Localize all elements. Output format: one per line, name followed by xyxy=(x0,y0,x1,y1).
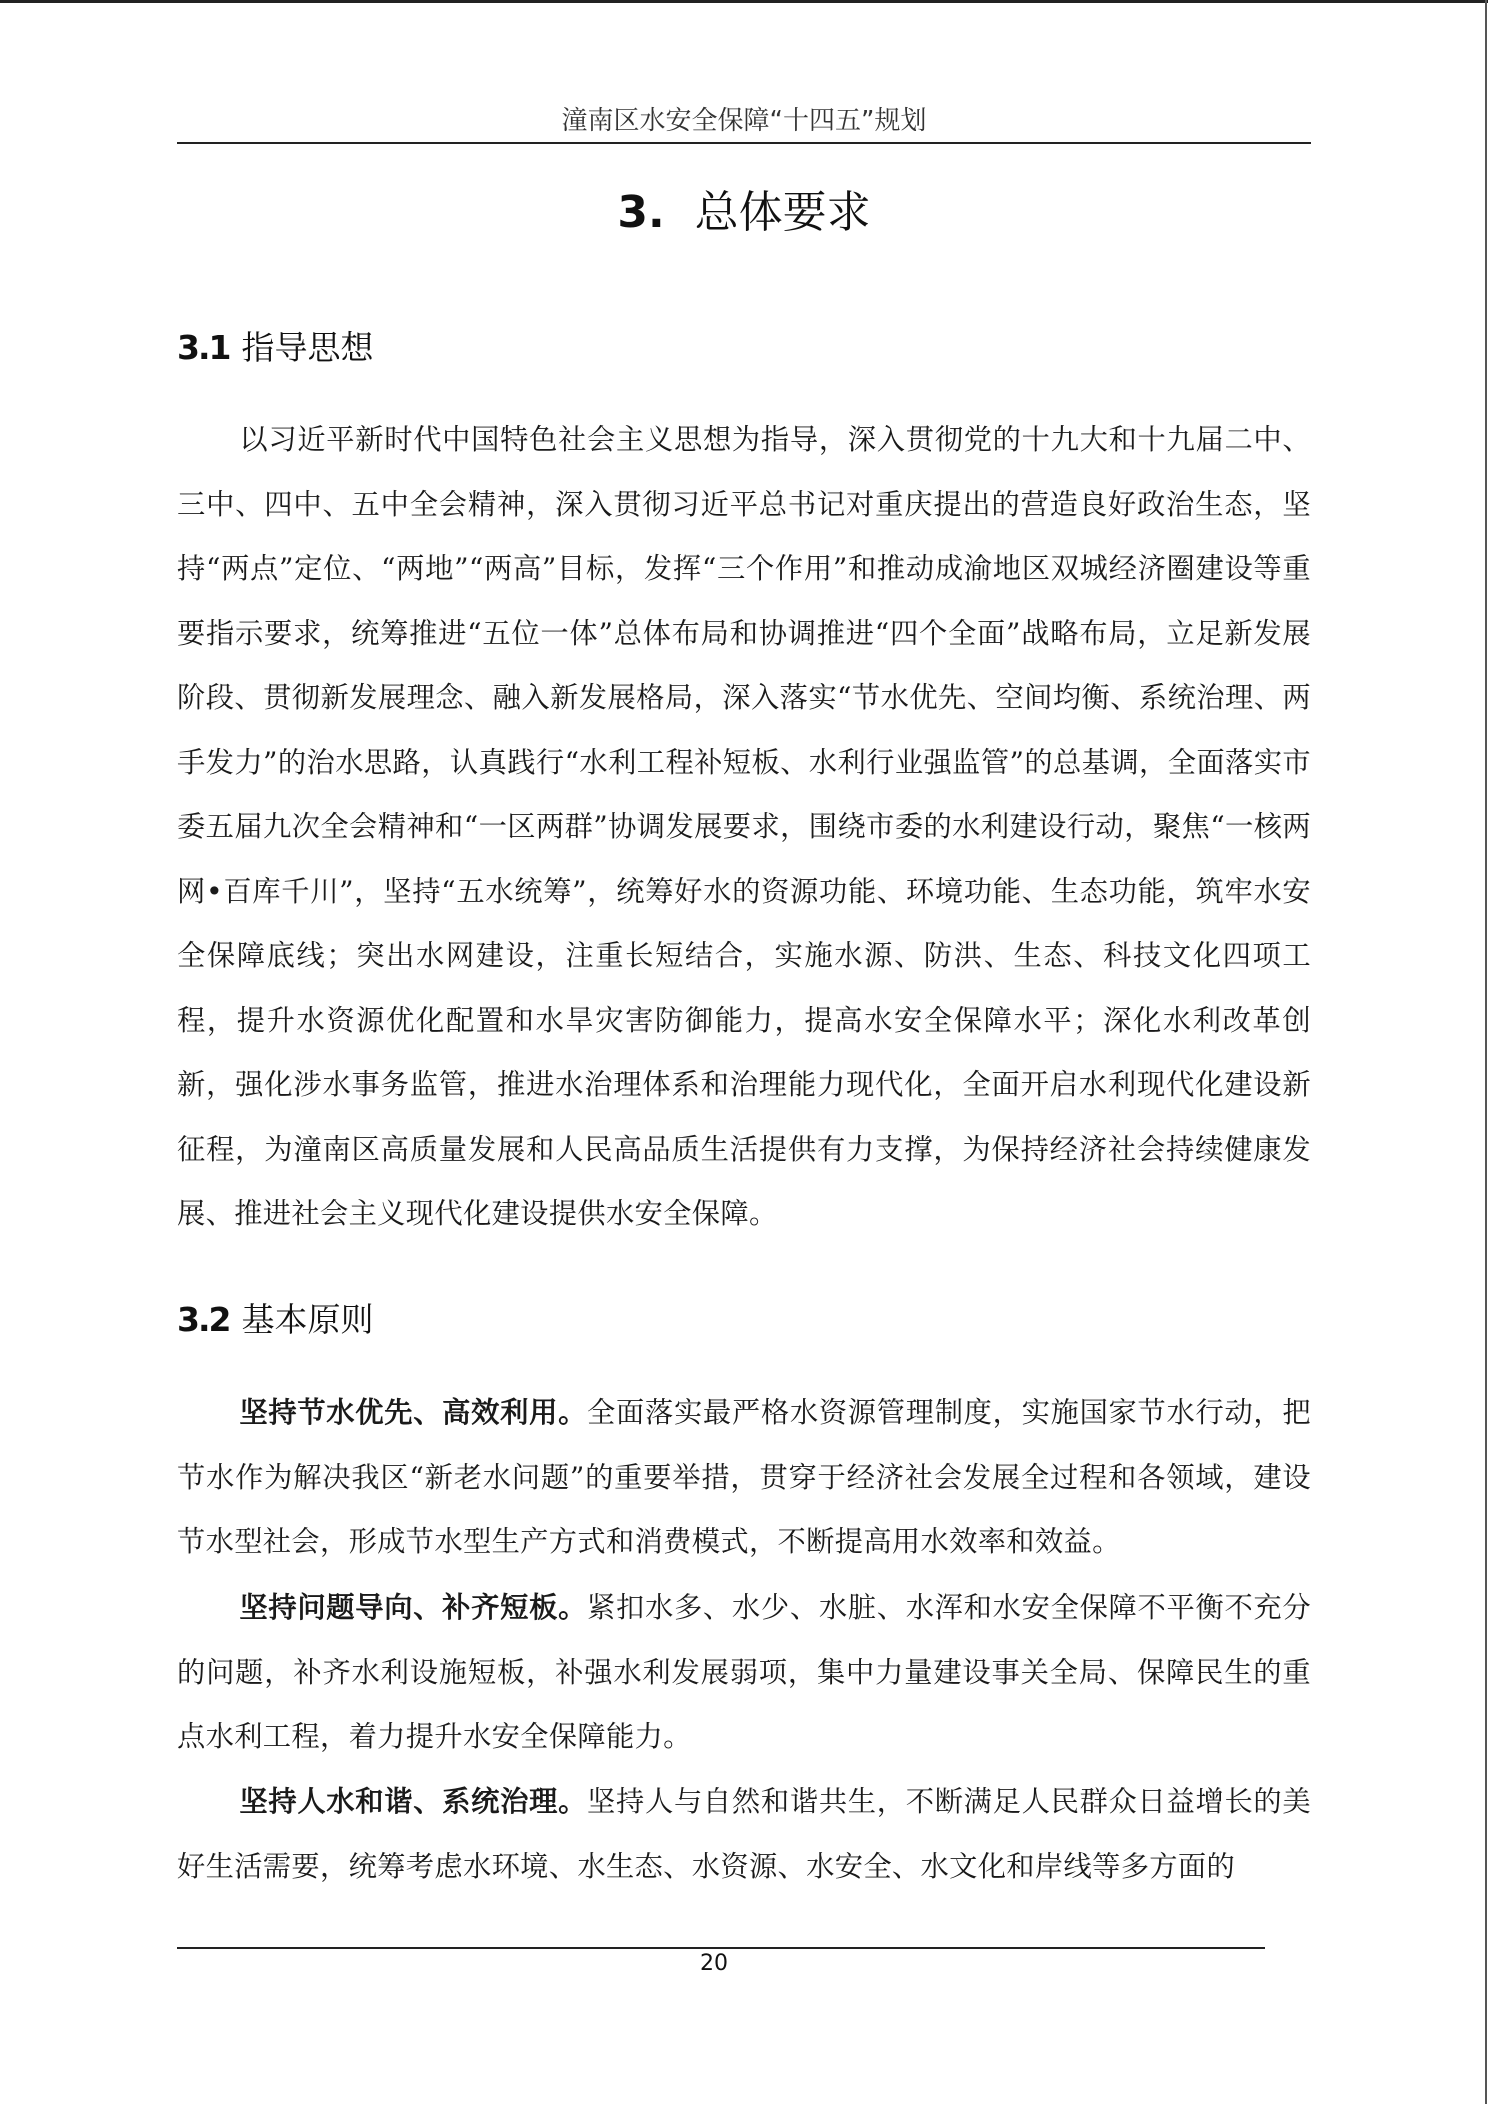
principle-text: 坚持人与自然和谐共生，不断满足人民群众日益增长的美好生活需要，统筹考虑水环境、水生态、水资源、水安全、水文化和岸线等多方面的 xyxy=(177,1785,1311,1883)
section-number: 3.2 xyxy=(177,1300,230,1339)
principle-lead: 坚持节水优先、高效利用。 xyxy=(239,1396,588,1429)
principle-lead: 坚持问题导向、补齐短板。 xyxy=(239,1591,588,1624)
chapter-title-text: 总体要求 xyxy=(694,187,871,238)
principle-water-saving xyxy=(177,1381,1311,1575)
running-header: 潼南区水安全保障“十四五”规划 xyxy=(561,106,927,136)
page-right-border xyxy=(1485,0,1487,2104)
section-heading-3-1 xyxy=(177,322,373,369)
principle-text: 全面落实最严格水资源管理制度，实施国家节水行动，把节水作为解决我区“新老水问题”的重要举措，贯穿于经济社会发展全过程和各领域，建设节水型社会，形成节水型生产方式和消费模式，不断提高用水效率和效益。 xyxy=(177,1396,1311,1558)
section-number: 3.1 xyxy=(177,328,230,367)
header-rule xyxy=(177,142,1311,144)
paragraph-text: 以习近平新时代中国特色社会主义思想为指导，深入贯彻党的十九大和十九届二中、三中、四中、五中全会精神，深入贯彻习近平总书记对重庆提出的营造良好政治生态，坚持“两点”定位、“两地”“两高”目标，发挥“三个作用”和推动成渝地区双城经济圈建设等重要指示要求，统筹推进“五位一体”总体布局和协调推进“四个全面”战略布局，立足新发展阶段、贯彻新发展理念、融入新发展格局，深入落实“节水优先、空间均衡、系统治理、两手发力”的治水思路，认真践行“水利工程补短板、水利行业强监管”的总基调，全面落实市委五届九次全会精神和“一区两群”协调发展要求，围绕市委的水利建设行动，聚焦“一核两网•百库千川”，坚持“五水统筹”，统筹好水的资源功能、环境功能、生态功能，筑牢水安全保障底线；突出水网建设，注重长短结合，实施水源、防洪、生态、科技文化四项工程，提升水资源优化配置和水旱灾害防御能力，提高水安全保障水平；深化水利改革创新，强化涉水事务监管，推进水治理体系和治理能力现代化，全面开启水利现代化建设新征程，为潼南区高质量发展和人民高品质生活提供有力支撑，为保持经济社会持续健康发展、推进社会主义现代化建设提供水安全保障。 xyxy=(177,423,1311,1230)
chapter-number: 3. xyxy=(617,187,665,238)
principle-lead: 坚持人水和谐、系统治理。 xyxy=(239,1785,588,1818)
principle-harmony xyxy=(177,1770,1311,1899)
page-number: 20 xyxy=(700,1951,728,1976)
paragraph-guiding-ideology xyxy=(177,408,1311,1247)
section-title: 基本原则 xyxy=(241,1300,374,1339)
section-heading-3-2 xyxy=(177,1294,373,1341)
page-top-border xyxy=(0,0,1488,3)
chapter-title xyxy=(177,176,1311,240)
footer-rule xyxy=(177,1947,1265,1949)
section-title: 指导思想 xyxy=(241,328,374,367)
principle-text: 紧扣水多、水少、水脏、水浑和水安全保障不平衡不充分的问题，补齐水利设施短板，补强水利发展弱项，集中力量建设事关全局、保障民生的重点水利工程，着力提升水安全保障能力。 xyxy=(177,1591,1311,1753)
principle-problem-oriented xyxy=(177,1576,1311,1770)
